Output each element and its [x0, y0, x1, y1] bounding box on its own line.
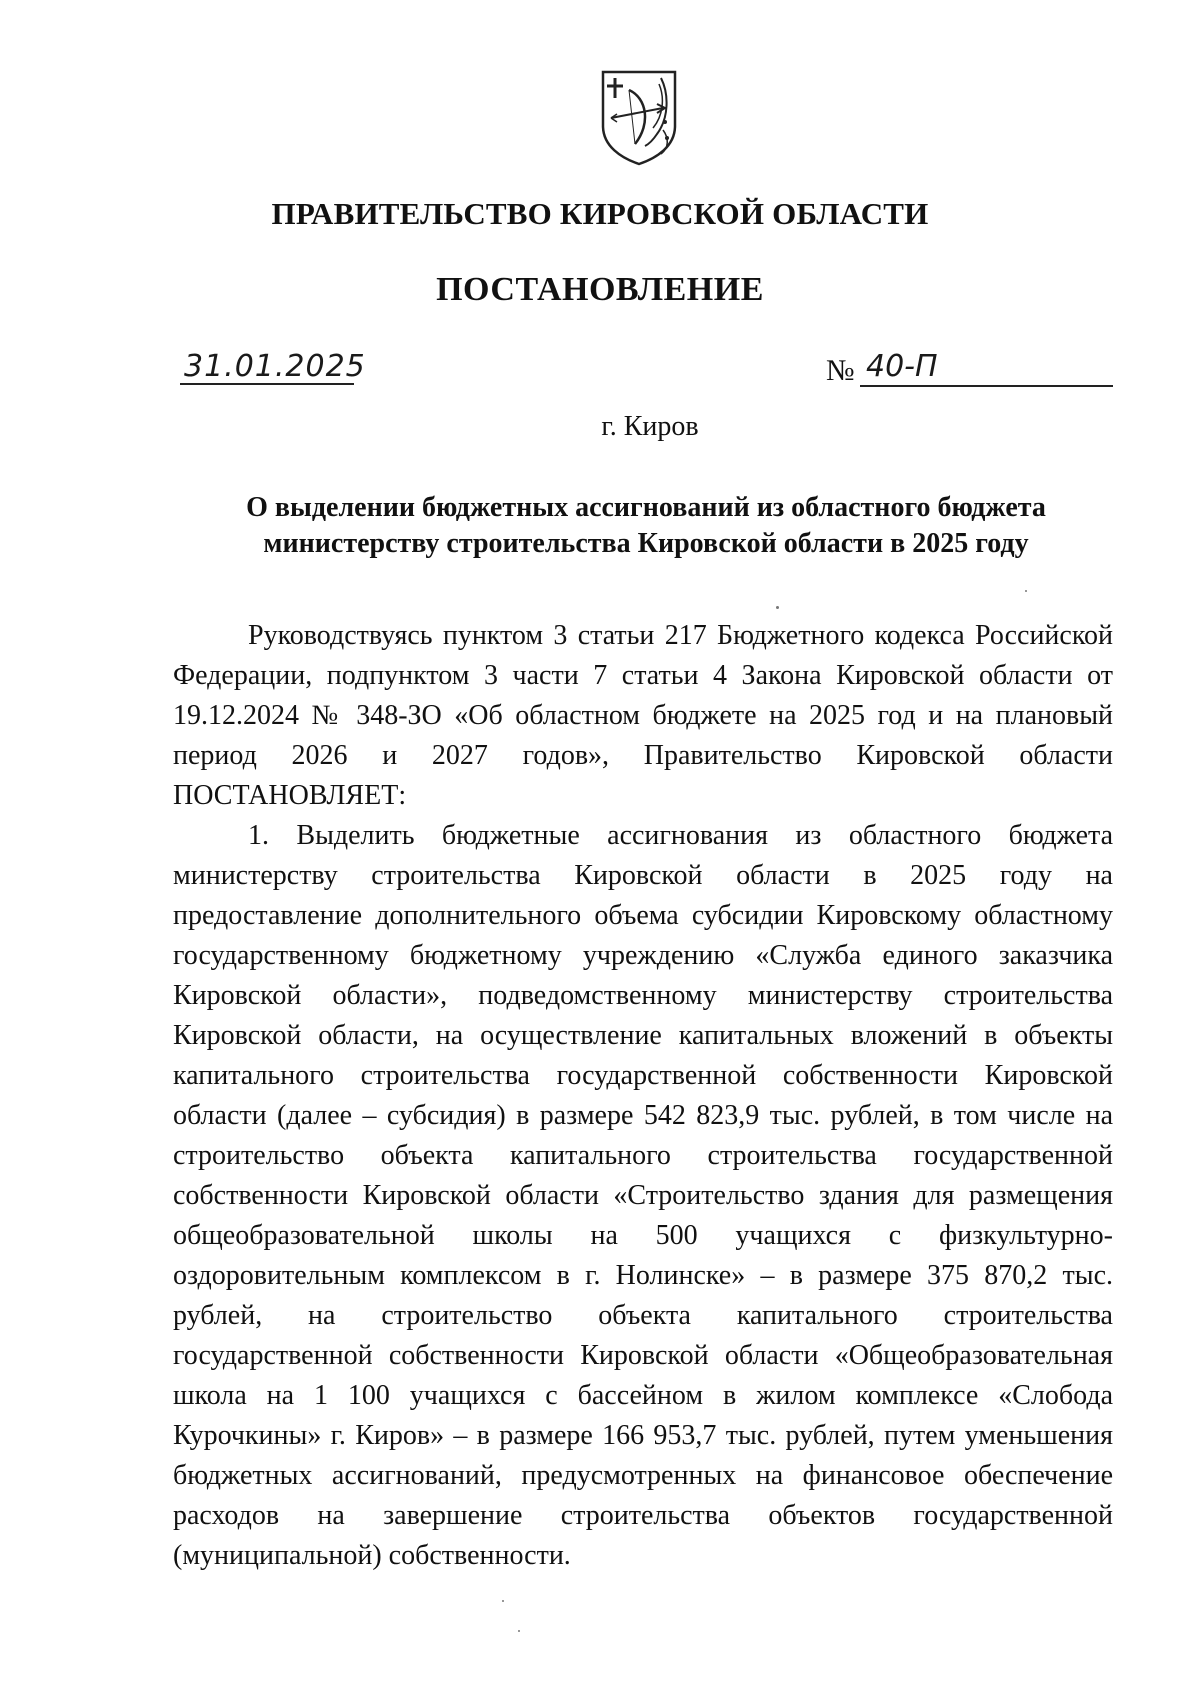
coat-of-arms-emblem [599, 68, 679, 166]
scan-speck [518, 1630, 520, 1632]
document-date: 31.01.2025 [184, 349, 366, 384]
document-type-heading: ПОСТАНОВЛЕНИЕ [436, 271, 764, 308]
number-underline [860, 385, 1113, 387]
date-underline [180, 383, 354, 385]
scan-speck [502, 1600, 504, 1602]
item-1-paragraph: 1. Выделить бюджетные ассигнования из областного бюджета министерству строительства Кировской области в 2025 году на предоставление дополнительного объема субсидии Кировскому областному государственному бюджетному учреждению «Служба единого заказчика Кировской области», подведомственному министерству строительства Кировской области, на осуществление капитальных вложений в объекты капитального строительства государственной собственности Кировской области (далее – субсидия) в размере 542 823,9 тыс. рублей, в том числе на строительство объекта капитального строительства государственной собственности Кировской области «Строительство здания для размещения общеобразовательной школы на 500 учащихся с физкультурно-оздоровительным комплексом в г. Нолинске» – в размере 375 870,2 тыс. рублей, на строительство объекта капитального строительства государственной собственности Кировской области «Общеобразовательная школа на 1 100 учащихся с бассейном в жилом комплексе «Слобода Курочкины» г. Киров» – в размере 166 953,7 тыс. рублей, путем уменьшения бюджетных ассигнований, предусмотренных на финансовое обеспечение расходов на завершение строительства объектов государственной (муниципальной) собственности. [173, 820, 1113, 1571]
preamble-paragraph: Руководствуясь пунктом 3 статьи 217 Бюджетного кодекса Российской Федерации, подпунктом 3 части 7 статьи 4 Закона Кировской области от 19.12.2024 № 348-ЗО «Об областном бюджете на 2025 год и на плановый период 2026 и 2027 годов», Правительство Кировской области ПОСТАНОВЛЯЕТ: [173, 620, 1113, 811]
document-number: 40-П [866, 349, 938, 384]
document-body [173, 616, 1113, 1576]
title-line-2: министерству строительства Кировской области в 2025 году [263, 528, 1029, 559]
city-name: г. Киров [601, 411, 699, 442]
scan-speck [1025, 590, 1027, 592]
number-label: № [826, 354, 855, 387]
scan-speck [776, 606, 779, 609]
document-title [180, 490, 1112, 562]
title-line-1: О выделении бюджетных ассигнований из областного бюджета [246, 492, 1046, 523]
organization-name: ПРАВИТЕЛЬСТВО КИРОВСКОЙ ОБЛАСТИ [271, 196, 929, 231]
